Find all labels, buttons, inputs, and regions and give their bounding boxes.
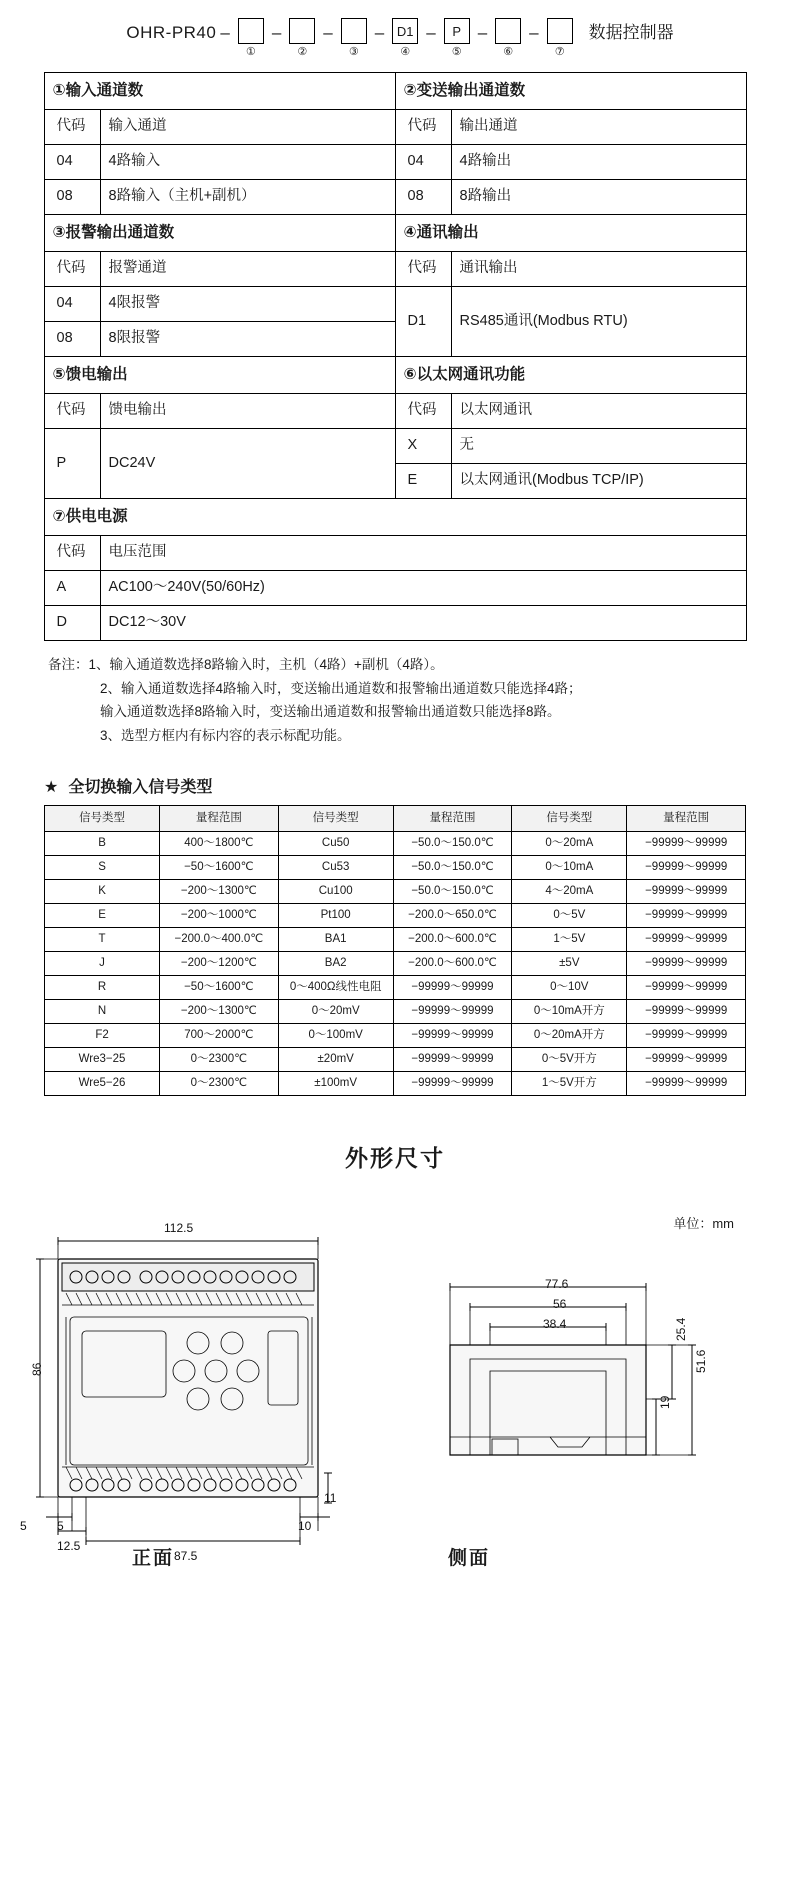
cell: 1～5V开方 [512, 1071, 627, 1095]
cell: 0～10mA开方 [512, 999, 627, 1023]
table-row [45, 1023, 746, 1047]
dash-separator: – [323, 23, 333, 42]
group1-col-code: 代码 [44, 110, 100, 145]
group4-col-code: 代码 [395, 252, 451, 287]
model-name: OHR-PR40 [126, 23, 217, 42]
cell: 0～400Ω线性电阻 [278, 975, 393, 999]
side-dim-51-6: 51.6 [694, 1349, 708, 1373]
option-column-header-row [44, 536, 746, 571]
model-slot-2-index: ② [297, 46, 308, 58]
option-row [44, 287, 746, 322]
model-slot-3-box[interactable] [341, 18, 367, 44]
cell: 1～5V [512, 927, 627, 951]
model-slot-2 [285, 18, 319, 58]
cell: N [45, 999, 160, 1023]
cell: B [45, 831, 160, 855]
unit-label: 单位：mm [673, 1215, 734, 1231]
option-column-header-row [44, 252, 746, 287]
dash-separator: – [426, 23, 436, 42]
group4-row1-desc: RS485通讯(Modbus RTU) [451, 287, 746, 357]
group6-title: ⑥以太网通讯功能 [395, 357, 746, 394]
group6-col-code: 代码 [395, 394, 451, 429]
group2-col-code: 代码 [395, 110, 451, 145]
cell: J [45, 951, 160, 975]
cell: −99999～99999 [627, 1071, 746, 1095]
cell: Wre5−26 [45, 1071, 160, 1095]
cell: ±100mV [278, 1071, 393, 1095]
group5-title: ⑤馈电输出 [44, 357, 395, 394]
cell: −50～1600℃ [160, 975, 279, 999]
note-item-1: 1、输入通道数选择8路输入时，主机（4路）+副机（4路）。 [88, 657, 444, 672]
cell: −200.0～650.0℃ [393, 903, 512, 927]
group7-row1-desc: AC100～240V(50/60Hz) [100, 571, 746, 606]
model-slot-7-box[interactable] [547, 18, 573, 44]
cell: −200.0～600.0℃ [393, 951, 512, 975]
group7-col-code: 代码 [44, 536, 100, 571]
cell: −50.0～150.0℃ [393, 855, 512, 879]
signal-type-table [44, 805, 746, 1096]
cell: 0～2300℃ [160, 1071, 279, 1095]
cell: 0～5V开方 [512, 1047, 627, 1071]
group7-col-desc: 电压范围 [100, 536, 746, 571]
group3-col-desc: 报警通道 [100, 252, 395, 287]
cell: −99999～99999 [627, 879, 746, 903]
cell: 0～2300℃ [160, 1047, 279, 1071]
group2-row1-desc: 4路输出 [451, 145, 746, 180]
front-dim-112-5: 112.5 [164, 1220, 194, 1235]
cell: 0～5V [512, 903, 627, 927]
option-group-header-row [44, 73, 746, 110]
group1-title: ①输入通道数 [44, 73, 395, 110]
group6-row2-desc: 以太网通讯(Modbus TCP/IP) [451, 464, 746, 499]
group6-row1-code: X [395, 429, 451, 464]
cell: ±5V [512, 951, 627, 975]
model-slot-1-box[interactable] [238, 18, 264, 44]
group1-row2-code: 08 [44, 180, 100, 215]
cell: −99999～99999 [393, 1023, 512, 1047]
note-row [44, 653, 746, 677]
group3-row1-desc: 4限报警 [100, 287, 395, 322]
table-row [45, 927, 746, 951]
cell: −99999～99999 [393, 975, 512, 999]
group5-col-code: 代码 [44, 394, 100, 429]
option-selection-table [44, 72, 747, 641]
cell: 0～10mA [512, 855, 627, 879]
signal-table-header-row [45, 805, 746, 831]
front-dim-11: 11 [324, 1490, 337, 1505]
cell: 0～20mV [278, 999, 393, 1023]
option-column-header-row [44, 110, 746, 145]
cell: −99999～99999 [627, 1023, 746, 1047]
cell: −99999～99999 [627, 831, 746, 855]
option-row [44, 145, 746, 180]
group5-col-desc: 馈电输出 [100, 394, 395, 429]
cell: −50.0～150.0℃ [393, 879, 512, 903]
cell: K [45, 879, 160, 903]
signal-section-title [44, 774, 746, 797]
front-dim-5a: 5 [20, 1518, 27, 1533]
group4-row1-code: D1 [395, 287, 451, 357]
group6-row1-desc: 无 [451, 429, 746, 464]
option-row [44, 180, 746, 215]
group7-row2-desc: DC12～30V [100, 606, 746, 641]
group7-title: ⑦供电电源 [44, 499, 746, 536]
table-row [45, 951, 746, 975]
star-icon: ★ [44, 778, 59, 796]
front-dim-5b: 5 [57, 1518, 64, 1533]
cell: ±20mV [278, 1047, 393, 1071]
group4-title: ④通讯输出 [395, 215, 746, 252]
cell: −99999～99999 [627, 999, 746, 1023]
table-row [45, 1071, 746, 1095]
side-view-caption: 侧面 [448, 1547, 491, 1569]
cell: −99999～99999 [393, 999, 512, 1023]
cell: BA2 [278, 951, 393, 975]
note-row [44, 724, 746, 748]
group1-row2-desc: 8路输入（主机+副机） [100, 180, 395, 215]
cell: 4～20mA [512, 879, 627, 903]
option-row [44, 571, 746, 606]
group3-row2-desc: 8限报警 [100, 322, 395, 357]
dash-separator: – [374, 23, 385, 42]
note-item-2: 2、输入通道数选择4路输入时，变送输出通道数和报警输出通道数只能选择4路； [100, 680, 582, 696]
cell: S [45, 855, 160, 879]
group3-col-code: 代码 [44, 252, 100, 287]
cell: Pt100 [278, 903, 393, 927]
cell: −99999～99999 [627, 975, 746, 999]
cell: Cu53 [278, 855, 393, 879]
cell: −200.0～400.0℃ [160, 927, 279, 951]
dimensions-title: 外形尺寸 [345, 1144, 445, 1171]
group2-row1-code: 04 [395, 145, 451, 180]
model-slot-3 [337, 18, 371, 58]
dash-separator: – [529, 23, 539, 42]
note-row [44, 677, 746, 701]
cell: 400～1800℃ [160, 831, 279, 855]
option-group-header-row [44, 499, 746, 536]
front-view-caption: 正面 [132, 1547, 175, 1569]
table-row [45, 879, 746, 903]
group3-row2-code: 08 [44, 322, 100, 357]
cell: 700～2000℃ [160, 1023, 279, 1047]
model-slot-6-box[interactable] [495, 18, 521, 44]
model-slot-2-box[interactable] [289, 18, 315, 44]
cell: −99999～99999 [627, 1047, 746, 1071]
model-code-line [0, 18, 790, 58]
cell: −99999～99999 [627, 951, 746, 975]
option-row [44, 606, 746, 641]
cell: Wre3−25 [45, 1047, 160, 1071]
signal-section-title-text: 全切换输入信号类型 [68, 778, 213, 796]
front-dim-12-5: 12.5 [57, 1538, 81, 1553]
option-row [44, 429, 746, 464]
cell: F2 [45, 1023, 160, 1047]
table-row [45, 903, 746, 927]
model-slot-6 [491, 18, 525, 58]
signal-header-0: 信号类型 [45, 805, 160, 831]
option-group-header-row [44, 215, 746, 252]
side-dim-56: 56 [553, 1296, 567, 1311]
cell: −99999～99999 [627, 903, 746, 927]
group3-row1-code: 04 [44, 287, 100, 322]
dimension-drawings [0, 1191, 790, 1591]
cell: −99999～99999 [393, 1071, 512, 1095]
cell: 0～20mA开方 [512, 1023, 627, 1047]
model-tail-label: 数据控制器 [588, 23, 674, 42]
signal-header-5: 量程范围 [627, 805, 746, 831]
table-row [45, 855, 746, 879]
cell: E [45, 903, 160, 927]
notes-block [44, 653, 746, 748]
model-slot-5 [440, 18, 474, 58]
cell: −99999～99999 [627, 927, 746, 951]
model-slot-5-index: ⑤ [451, 46, 462, 58]
model-slot-5-box[interactable]: P [444, 18, 470, 44]
model-slot-1-index: ① [245, 46, 256, 58]
side-dim-19: 19 [658, 1395, 672, 1409]
cell: −200～1300℃ [160, 879, 279, 903]
cell: T [45, 927, 160, 951]
cell: R [45, 975, 160, 999]
cell: −50.0～150.0℃ [393, 831, 512, 855]
signal-header-2: 信号类型 [278, 805, 393, 831]
model-slot-1 [234, 18, 268, 58]
model-slot-4-box[interactable]: D1 [392, 18, 418, 44]
front-view-drawing [10, 1211, 370, 1571]
group1-row1-desc: 4路输入 [100, 145, 395, 180]
table-row [45, 831, 746, 855]
table-row [45, 975, 746, 999]
group7-row1-code: A [44, 571, 100, 606]
group7-row2-code: D [44, 606, 100, 641]
cell: BA1 [278, 927, 393, 951]
front-dim-86: 86 [30, 1362, 44, 1376]
table-row [45, 999, 746, 1023]
cell: −99999～99999 [393, 1047, 512, 1071]
signal-header-1: 量程范围 [160, 805, 279, 831]
cell: −200～1200℃ [160, 951, 279, 975]
model-slot-6-index: ⑥ [503, 46, 514, 58]
model-slot-4-index: ④ [400, 46, 411, 58]
side-dim-25-4: 25.4 [674, 1317, 688, 1341]
side-dim-38-4: 38.4 [543, 1316, 567, 1331]
option-group-header-row [44, 357, 746, 394]
model-slot-7-index: ⑦ [554, 46, 565, 58]
group5-row1-desc: DC24V [100, 429, 395, 499]
table-row [45, 1047, 746, 1071]
cell: −200～1000℃ [160, 903, 279, 927]
cell: −200～1300℃ [160, 999, 279, 1023]
group1-row1-code: 04 [44, 145, 100, 180]
cell: 0～100mV [278, 1023, 393, 1047]
model-slot-7 [543, 18, 577, 58]
cell: −50～1600℃ [160, 855, 279, 879]
cell: −99999～99999 [627, 855, 746, 879]
dash-separator: – [271, 23, 282, 42]
option-column-header-row [44, 394, 746, 429]
side-dim-77-6: 77.6 [545, 1276, 569, 1291]
group6-row2-code: E [395, 464, 451, 499]
cell: 0～10V [512, 975, 627, 999]
cell: Cu100 [278, 879, 393, 903]
group2-row2-desc: 8路输出 [451, 180, 746, 215]
signal-header-4: 信号类型 [512, 805, 627, 831]
dash-separator: – [477, 23, 488, 42]
group1-col-desc: 输入通道 [100, 110, 395, 145]
group5-row1-code: P [44, 429, 100, 499]
cell: 0～20mA [512, 831, 627, 855]
note-row [44, 700, 746, 724]
note-item-3: 3、选型方框内有标内容的表示标配功能。 [100, 727, 351, 743]
group6-col-desc: 以太网通讯 [451, 394, 746, 429]
front-dim-10: 10 [298, 1518, 312, 1533]
front-dim-87-5: 87.5 [174, 1548, 198, 1563]
cell: Cu50 [278, 831, 393, 855]
group2-row2-code: 08 [395, 180, 451, 215]
note-item-2-cont: 输入通道数选择8路输入时，变送输出通道数和报警输出通道数只能选择8路。 [100, 704, 561, 720]
group4-col-desc: 通讯输出 [451, 252, 746, 287]
dash-separator: – [220, 23, 230, 42]
model-slot-3-index: ③ [348, 46, 359, 58]
group2-col-desc: 输出通道 [451, 110, 746, 145]
signal-header-3: 量程范围 [393, 805, 512, 831]
model-slot-4 [388, 18, 422, 58]
notes-label: 备注： [48, 657, 89, 672]
cell: −200.0～600.0℃ [393, 927, 512, 951]
group3-title: ③报警输出通道数 [44, 215, 395, 252]
group2-title: ②变送输出通道数 [395, 73, 746, 110]
